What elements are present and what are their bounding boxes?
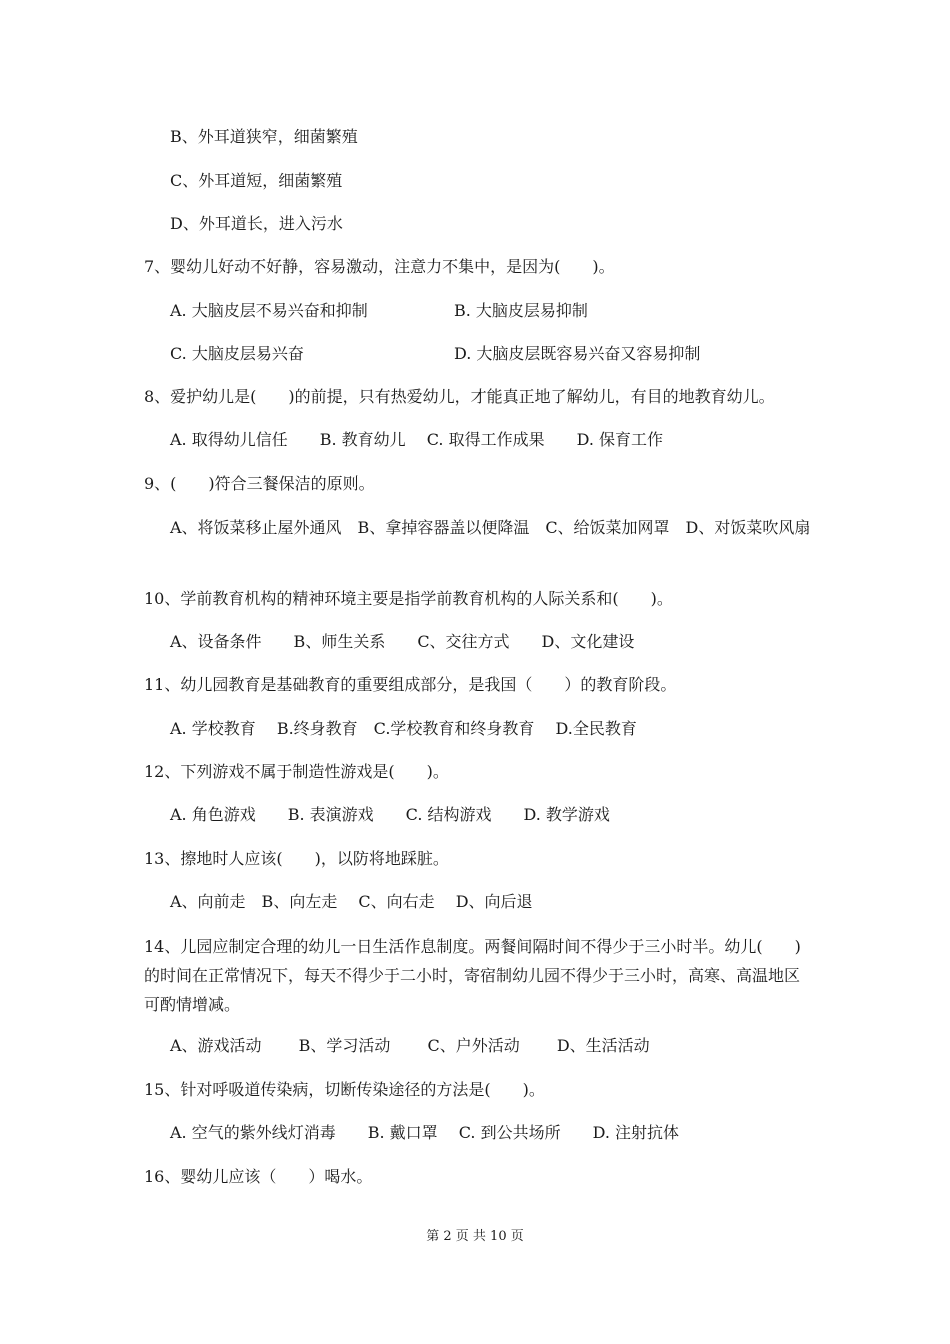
q8-stem: 8、爱护幼儿是( )的前提，只有热爱幼儿，才能真正地了解幼儿，有目的地教育幼儿。 [144, 387, 775, 406]
q14-options: A、游戏活动 B、学习活动 C、户外活动 D、生活活动 [170, 1036, 650, 1055]
q7-option-b: B. 大脑皮层易抑制 [454, 301, 588, 320]
q13-options: A、向前走 B、向左走 C、向右走 D、向后退 [170, 892, 533, 911]
q16-stem: 16、婴幼儿应该（ ）喝水。 [144, 1167, 373, 1186]
q13-stem: 13、擦地时人应该( )，以防将地踩脏。 [144, 849, 449, 868]
q11-stem: 11、幼儿园教育是基础教育的重要组成部分，是我国（ ）的教育阶段。 [144, 675, 677, 694]
page-number-footer: 第 2 页 共 10 页 [426, 1229, 524, 1244]
q14-stem: 14、儿园应制定合理的幼儿一日生活作息制度。两餐间隔时间不得少于三小时半。幼儿( )的时间在正常情况下，每天不得少于二小时，寄宿制幼儿园不得少于三小时，高寒、高温地区可酌情增减。 [144, 937, 801, 1014]
q9-stem: 9、( )符合三餐保洁的原则。 [144, 474, 375, 493]
q6-option-b: B、外耳道狭窄，细菌繁殖 [170, 127, 358, 146]
q15-stem: 15、针对呼吸道传染病，切断传染途径的方法是( )。 [144, 1080, 545, 1099]
q8-options: A. 取得幼儿信任 B. 教育幼儿 C. 取得工作成果 D. 保育工作 [170, 430, 664, 449]
q12-stem: 12、下列游戏不属于制造性游戏是( )。 [144, 762, 449, 781]
q10-options: A、设备条件 B、师生关系 C、交往方式 D、文化建设 [170, 632, 635, 651]
q7-option-a: A. 大脑皮层不易兴奋和抑制 [170, 301, 368, 320]
q12-options: A. 角色游戏 B. 表演游戏 C. 结构游戏 D. 教学游戏 [170, 805, 610, 824]
q11-options: A. 学校教育 B.终身教育 C.学校教育和终身教育 D.全民教育 [170, 719, 637, 738]
q7-option-c: C. 大脑皮层易兴奋 [170, 344, 304, 363]
q6-option-c: C、外耳道短，细菌繁殖 [170, 171, 343, 190]
q10-stem: 10、学前教育机构的精神环境主要是指学前教育机构的人际关系和( )。 [144, 589, 673, 608]
q7-option-d: D. 大脑皮层既容易兴奋又容易抑制 [454, 344, 701, 363]
q6-option-d: D、外耳道长，进入污水 [170, 214, 343, 233]
q7-stem: 7、婴幼儿好动不好静，容易激动，注意力不集中，是因为( )。 [144, 257, 615, 276]
q15-options: A. 空气的紫外线灯消毒 B. 戴口罩 C. 到公共场所 D. 注射抗体 [170, 1123, 680, 1142]
q9-options: A、将饭菜移止屋外通风 B、拿掉容器盖以便降温 C、给饭菜加网罩 D、对饭菜吹风扇 [170, 518, 811, 537]
